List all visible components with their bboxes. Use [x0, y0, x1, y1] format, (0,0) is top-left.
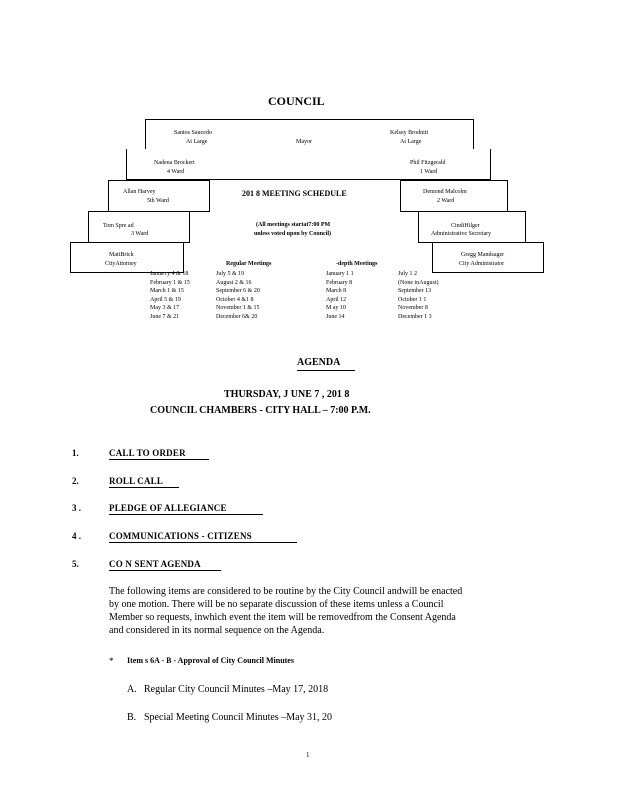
- agenda-item-number: 2.: [72, 476, 79, 486]
- schedule-heading: 201 8 MEETING SCHEDULE: [242, 189, 347, 198]
- paragraph-line: by one motion. There will be no separate discussion of these items unless a Council: [109, 599, 444, 610]
- meeting-date: THURSDAY, J UNE 7 , 201 8: [224, 389, 350, 400]
- member-role: CityAttorney: [105, 261, 137, 267]
- regular-meetings-header: Regular Meetings: [226, 261, 272, 267]
- council-box-row2: [126, 149, 491, 180]
- council-box-row3-right: [400, 180, 508, 212]
- member-role: City Administrator: [459, 261, 505, 267]
- member-role: At Large: [186, 139, 208, 145]
- agenda-item-label: CO N SENT AGENDA: [109, 559, 201, 569]
- schedule-date: November 8: [398, 305, 428, 311]
- schedule-col-2: [216, 270, 260, 321]
- agenda-item-number: 5.: [72, 559, 79, 569]
- member-name: Demond Malcolm: [423, 189, 467, 195]
- meeting-place: COUNCIL CHAMBERS - CITY HALL – 7:00 P.M.: [150, 405, 371, 416]
- member-name: Nadena Brockert: [154, 160, 195, 166]
- member-name: Santos Saucedo: [174, 130, 212, 136]
- agenda-heading: AGENDA: [297, 357, 341, 368]
- schedule-date: November 1 & 15: [216, 305, 260, 311]
- minutes-letter: B.: [127, 712, 137, 723]
- member-role: 3 Ward: [131, 231, 149, 237]
- schedule-note: unless voted upon by Council): [254, 231, 332, 237]
- minutes-subheading: Item s 6A - B - Approval of City Council Minutes: [127, 656, 294, 665]
- member-role: 2 Ward: [437, 198, 455, 204]
- member-name: Tom Spre ad: [103, 223, 134, 229]
- schedule-col-1: [150, 270, 190, 321]
- council-box-row5-left: [70, 242, 184, 273]
- schedule-date: December 6& 20: [216, 313, 258, 320]
- schedule-date: July 5 & 19: [216, 271, 245, 277]
- schedule-date: August 2 & 16: [216, 279, 252, 286]
- member-role: At Large: [400, 139, 422, 145]
- schedule-date: December 1 3: [398, 313, 432, 320]
- paragraph-line: and considered in its normal sequence on the Agenda.: [109, 625, 325, 636]
- agenda-item-label: COMMUNICATIONS - CITIZENS: [109, 531, 252, 541]
- member-role: 1 Ward: [420, 169, 438, 175]
- council-box-row4-left: [88, 211, 190, 243]
- agenda-item-underline: [109, 570, 221, 571]
- member-name: MattBrick: [109, 252, 134, 258]
- schedule-date: October 4 &1 8: [216, 296, 254, 303]
- member-name: Gregg Mandsager: [461, 252, 505, 258]
- mayor-label: Mayor: [296, 139, 312, 145]
- agenda-item-label: CALL TO ORDER: [109, 448, 186, 458]
- consent-paragraph: [109, 585, 462, 637]
- member-role: 5th Ward: [147, 198, 169, 204]
- agenda-item-label: PLEDGE OF ALLEGIANCE: [109, 503, 227, 513]
- schedule-date: June 7 & 21: [150, 313, 180, 320]
- schedule-col-3: [326, 270, 354, 321]
- minutes-letter: A.: [127, 684, 137, 695]
- schedule-date: February 1 & 15: [150, 279, 190, 286]
- schedule-date: April 12: [326, 296, 347, 303]
- agenda-item-label: ROLL CALL: [109, 476, 164, 486]
- depth-meetings-header: -depth Meetings: [336, 261, 378, 267]
- agenda-item-number: 4 .: [72, 531, 81, 541]
- agenda-item-underline: [109, 459, 209, 460]
- schedule-date: July 1 2: [398, 271, 418, 277]
- schedule-date: April 5 & 19: [150, 296, 181, 303]
- schedule-date: March 8: [326, 288, 347, 294]
- member-name: Kelsey Brodnitt: [390, 130, 429, 136]
- schedule-date: May 3 & 17: [150, 305, 180, 311]
- minutes-item: Special Meeting Council Minutes –May 31, 20: [144, 712, 333, 723]
- schedule-date: October 1 1: [398, 296, 427, 303]
- agenda-underline: [297, 370, 355, 371]
- council-box-row5-right: [432, 242, 544, 273]
- agenda-item-number: 1.: [72, 448, 79, 458]
- schedule-note: (All meetings startat7:00 PM: [256, 222, 331, 228]
- sub-bullet: *: [109, 656, 114, 666]
- member-role: 4 Ward: [167, 169, 185, 175]
- paragraph-line: Member so requests, inwhich event the item will be removedfrom the Consent Agenda: [109, 612, 456, 623]
- council-box-row4-right: [418, 211, 526, 243]
- member-name: CindiHilger: [451, 223, 480, 229]
- agenda-item-number: 3 .: [72, 503, 81, 513]
- paragraph-line: The following items are considered to be routine by the City Council andwill be enacted: [109, 586, 463, 597]
- council-box-row3-left: [108, 180, 210, 212]
- schedule-date: January 1 1: [326, 271, 354, 277]
- schedule-date: June 14: [326, 313, 345, 320]
- member-role: Administrative Secretary: [431, 231, 492, 237]
- schedule-date: Janua ry 4 & 18: [150, 271, 189, 277]
- agenda-item-underline: [109, 487, 179, 488]
- minutes-item: Regular City Council Minutes –May 17, 2018: [144, 684, 329, 695]
- agenda-item-underline: [109, 514, 263, 515]
- schedule-date: M ay 10: [326, 305, 346, 311]
- page-number: 1: [306, 751, 310, 759]
- schedule-date: (None inAugust): [398, 279, 439, 286]
- agenda-item-underline: [109, 542, 297, 543]
- page-title: COUNCIL: [268, 94, 325, 108]
- schedule-date: September 6 & 20: [216, 288, 260, 294]
- member-name: Phil Fitzgerald: [410, 160, 446, 166]
- schedule-date: September 13: [398, 288, 432, 294]
- schedule-col-4: [398, 270, 439, 321]
- schedule-date: March 1 & 15: [150, 288, 184, 294]
- schedule-date: February 8: [326, 279, 353, 286]
- member-name: Allan Harvey: [123, 189, 156, 195]
- council-box-row1: [145, 119, 474, 150]
